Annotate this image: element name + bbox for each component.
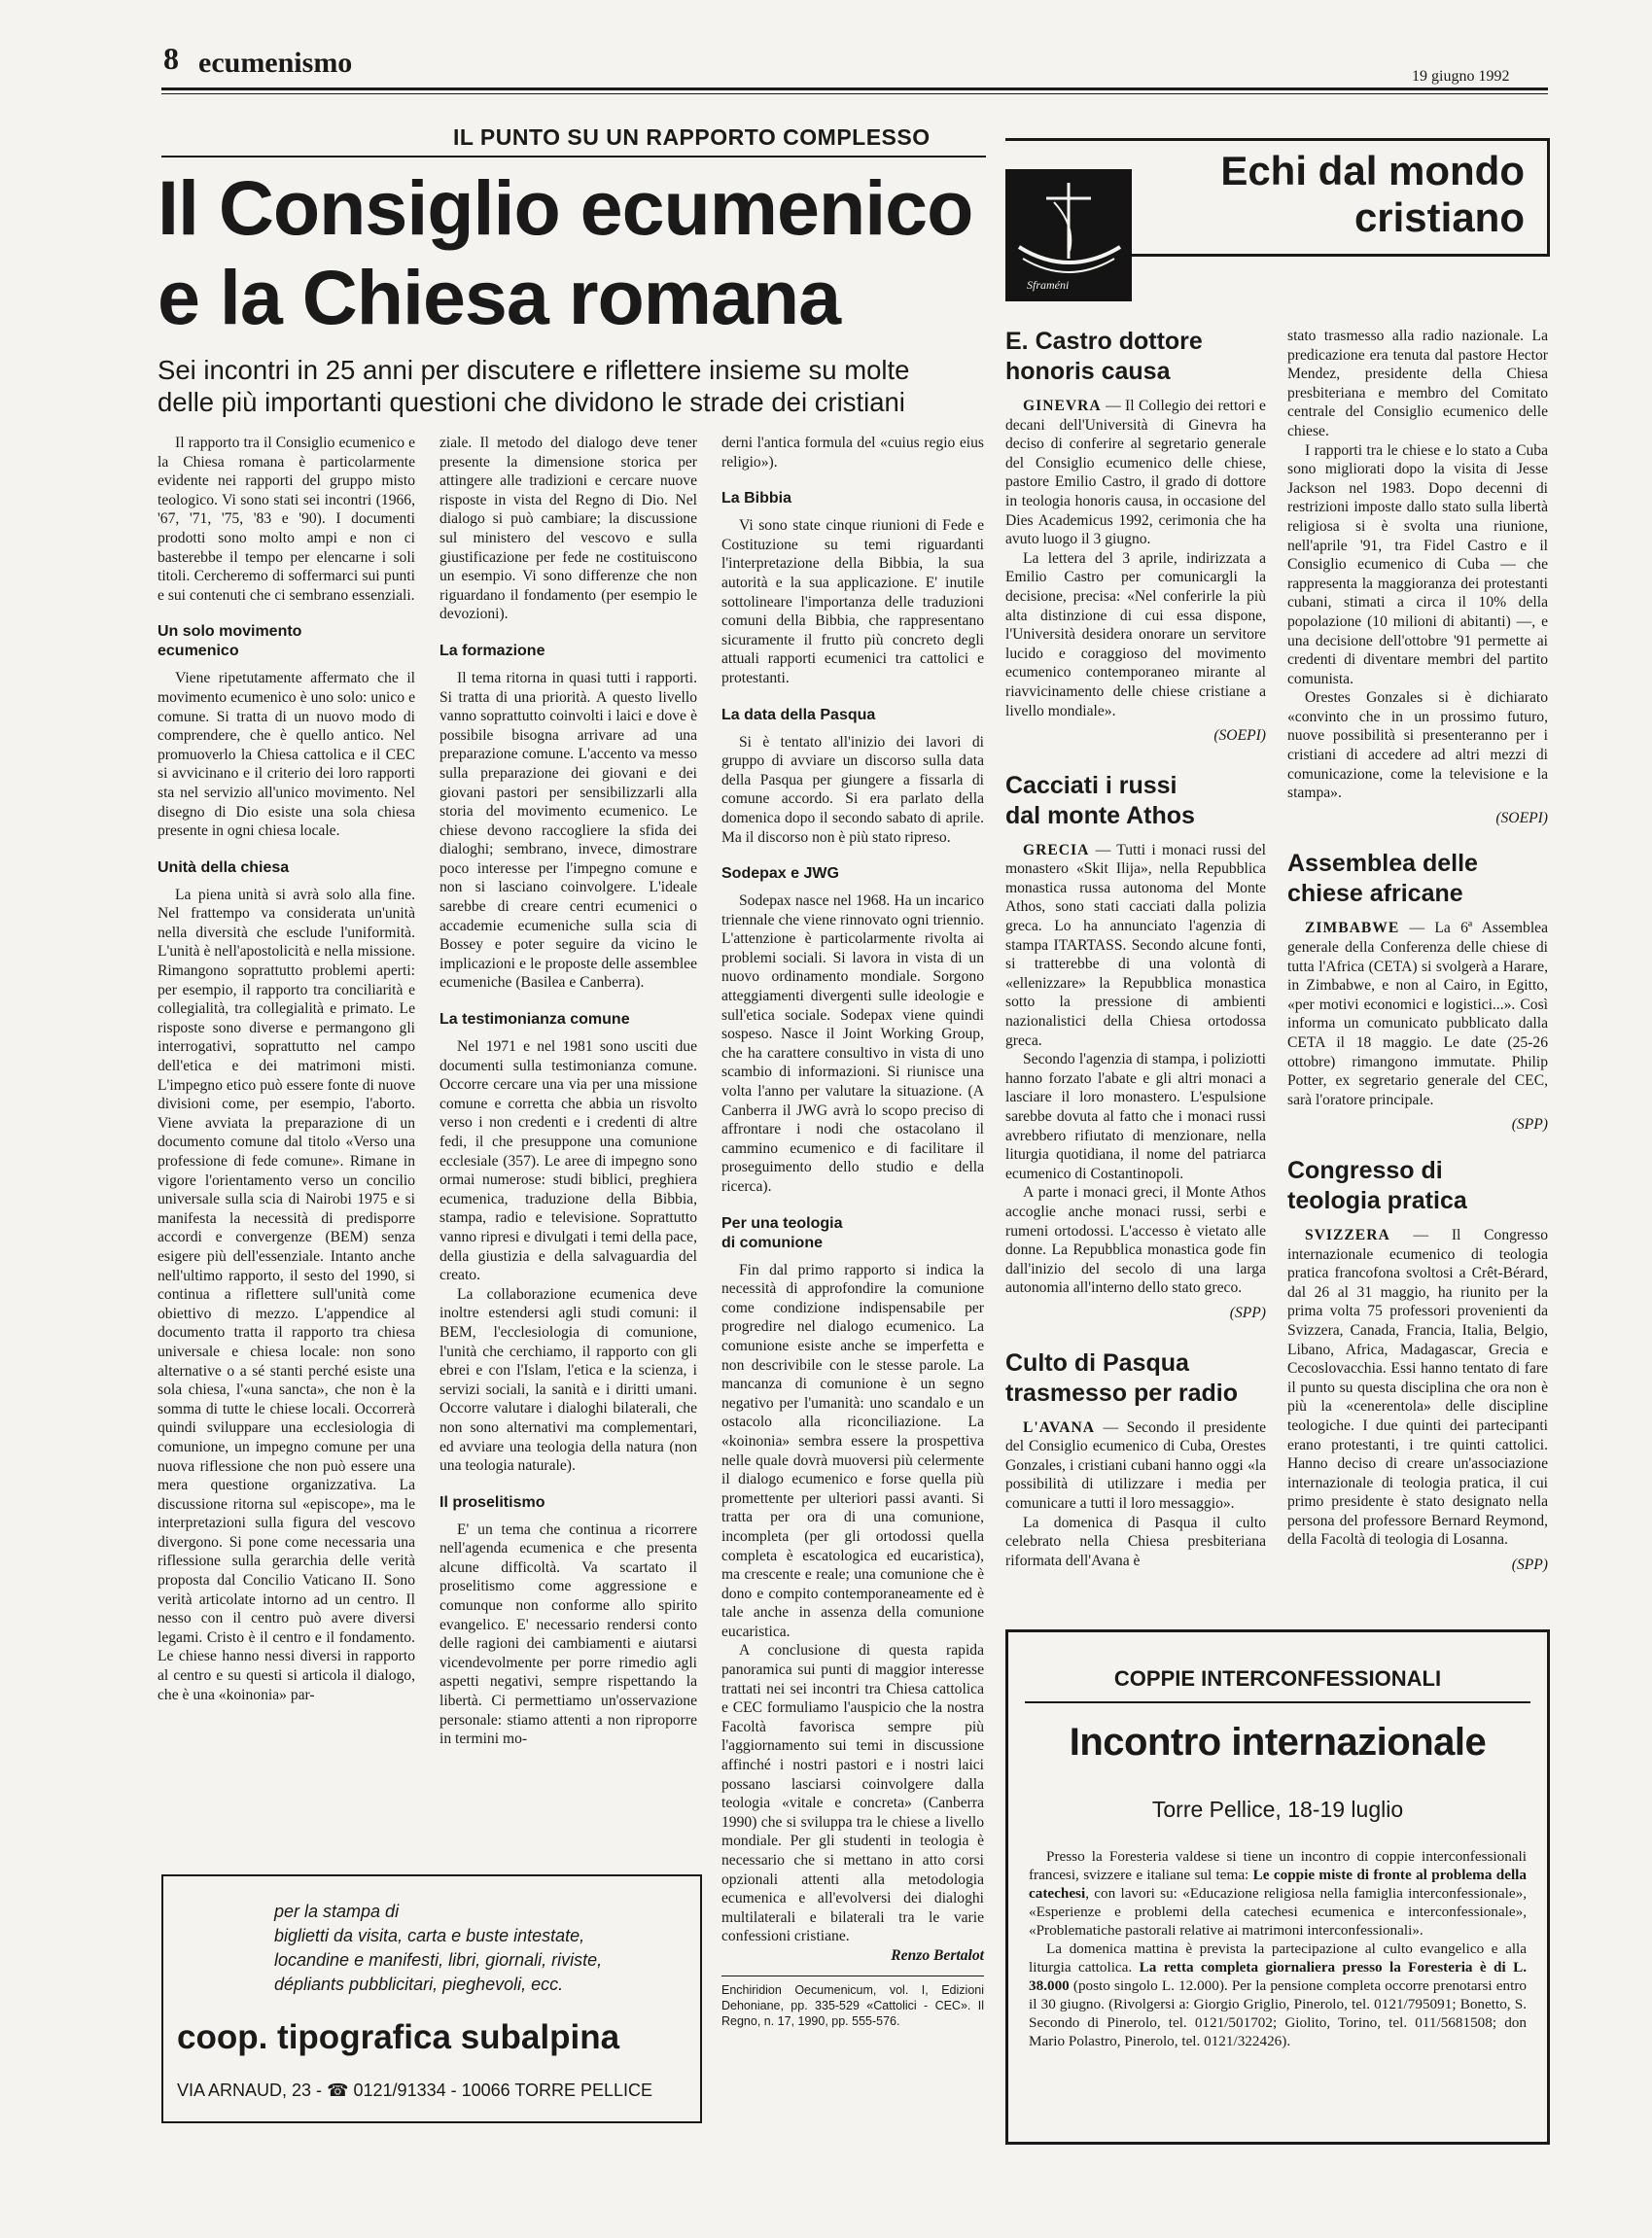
echi-column-1 [1005,327,1266,1570]
subheading-teologia [721,1214,984,1253]
paragraph: Sodepax nasce nel 1968. Ha un incarico triennale che viene rinnovato ogni triennio. L'attenzione è particolarmente rivolta ai problemi sociali. Si lavora in vista di un nuovo ordinamento mondiale. Sorgono atteggiamenti divergenti sulle ideologie e sull'etica sociale. Sodepax viene quindi sospeso. Nasce il Joint Working Group, che ha carattere consultivo in vista di uno scambio di informazioni. Si riunisce una volta l'anno per valutare la situazione. (A Canberra il JWG avrà lo scopo preciso di affrontare i nodi che ostacolano il cammino ecumenico e di facilitare il proseguimento dello studio e della ricerca). [721,892,984,1195]
news-title-line: Congresso di [1287,1156,1443,1184]
news-text: — La 6ª Assemblea generale della Conferenza delle chiese di tutta l'Africa (CETA) si svolgerà a Harare, in Zimbabwe, e non al Cairo, in Egitto, «per motivi economici e logistici...». Così informa un comunicato pubblicato dalla CETA il 18 maggio. Le date (25-26 ottobre) rimangono immutate. Philip Potter, ex segretario generale del CEC, sarà l'oratore principale. [1287,920,1548,1108]
author-signature: Renzo Bertalot [891,1946,984,1964]
news-title-africa [1287,849,1548,909]
news-text: — Secondo il presidente del Consiglio ecumenico di Cuba, Orestes Gonzales, i cristiani cubani hanno oggi «la possibilità di utilizzare i media per comunicare a tutti il loro messaggio». [1005,1418,1266,1512]
ad-line: per la stampa di [274,1902,400,1921]
news-title-line: Assemblea delle [1287,850,1478,878]
paragraph: La piena unità si avrà solo alla fine. Nel frattempo va considerata un'unità nella diversità che esclude l'uniformità. L'unità è nell'apostolicità e nella missione. Rimangono soprattutto problemi aperti: per esempio, il rapporto tra conciliarità e collegialità, tra collegialità e primato. Le risposte sono diverse e permangono gli interrogativi, soprattutto nel campo dell'etica e dei matrimoni misti. L'impegno etico può essere fonte di nuove divisioni come, per esempio, l'aborto. Viene avviata la preparazione di un documento comune dal titolo «Verso una professione di fede comune». Rimane in vigore l'orientamento verso un concilio universale sulla scia di Nairobi 1975 e si manifesta la necessità di predisporre accordi e convergenze (BEM) senza esigere più dell'essenziale. Intanto anche nell'ultimo rapporto, il sesto del 1990, si continua a riflettere sull'unità come obiettivo di mezzo. L'appendice al documento tratta il rapporto tra chiesa universale e chiesa locale: non sono alternative o a sé stanti perché esiste una sola chiesa, l'«una sancta», che non è la somma di tutte le chiese locali. Occorrerà quindi sviluppare una ecclesiologia di comunione, un impegno comune per una nuova riflessione che non può essere una mera questione organizzativa. La discussione ritorna sul «episcope», ma le interpretazioni sulla figura del vescovo divergono. Si pone come necessaria una riflessione sulla gerarchia delle verità proposta dal Concilio Vaticano II. Sono verità articolate intorno ad un centro. Il nesso con il centro può avere diversi legami. Cristo è il centro e il fondamento. Le chiese hanno nessi diversi in rapporto al centro e su questi si articola il dialogo, che è una «koinonia» par- [158,886,415,1703]
news-title-line: teologia pratica [1287,1186,1467,1214]
paragraph: Vi sono state cinque riunioni di Fede e Costituzione su temi riguardanti l'interpretazione della Bibbia, la sua autorità e la sua applicazione. E' inutile sottolineare l'importanza delle traduzioni comuni della Bibbia, che rappresentano sicuramente il frutto più concreto degli attuali rapporti ecumenici tra cattolici e protestanti. [721,517,984,686]
paragraph: ziale. Il metodo del dialogo deve tener presente la dimensione storica per attingere alle tradizioni e cercare nuove risposte in vista del Regno di Dio. Nel dialogo si può cambiare; la discussione sul ministero del vescovo e sulla giustificazione per fede ne costituiscono un esempio. Vi sono differenze che non riguardano il fondamento (per esempio le devozioni). [439,435,697,623]
echi-top-rule [1005,138,1550,141]
echi-title-line2: cristiano [1353,194,1525,240]
echi-title [1143,148,1525,241]
logo-signature: Sframéni [1027,278,1070,292]
printer-address [177,2081,652,2101]
article-subtitle-line1: Sei incontri in 25 anni per discutere e riflettere insieme su molte [158,355,910,385]
subheading-proselitismo: Il proselitismo [439,1493,545,1511]
subheading-movimento [158,622,415,661]
coppie-paragraph [1029,1940,1527,2050]
section-title: ecumenismo [198,47,353,79]
news-title-line: dal monte Athos [1005,801,1195,829]
coppie-place: Torre Pellice, 18-19 luglio [1151,1797,1404,1822]
coppie-rule [1025,1701,1530,1703]
bibliography: Enchiridion Oecumenicum, vol. I, Edizioni Dehoniane, pp. 335-529 «Cattolici - CEC». Il Regno, n. 17, 1990, pp. 555-576. [721,1982,984,2028]
coppie-body [1029,1847,1527,2050]
news-source: (SOEPI) [1213,727,1266,745]
news-source: (SPP) [1511,1556,1548,1574]
paragraph: A conclusione di questa rapida panoramica sui punti di maggior interesse trattati nei sei incontri tra Chiesa cattolica e CEC formuliamo l'auspicio che la nostra Facoltà favorisca sempre più l'aggiornamento sui temi in discussione affinché i nostri pastori e i nostri laici possano lasciarsi coinvolgere dalla teologia «vitale e concreta» (Canberra 1990) che si sviluppa tra le chiese a livello mondiale. Per gli studenti in teologia è necessario che si mettano in atto corsi opzionali attenti alla metodologia ecumenica e all'evolversi dei dialoghi multilaterali e bilaterali tra le varie confessioni cristiane. [721,1642,984,1945]
paragraph: Nel 1971 e nel 1981 sono usciti due documenti sulla testimonianza comune. Occorre cercare una via per una missione comune e corretta che abbia un risvolto verso i non credenti e i credenti di altre fedi, il che presuppone una comunione ecclesiale (357). Le aree di impegno sono ormai numerose: studi biblici, preghiera ecumenica, traduzione della Bibbia, stampa, radio e televisione. Soprattutto vanno ripresi e divulgati i temi della pace, della giustizia e della salvaguardia del creato. [439,1038,697,1284]
coppie-paragraph [1029,1847,1527,1940]
news-title-pasqua [1005,1348,1266,1409]
article-title-line1: Il Consiglio ecumenico [158,164,973,251]
subheading-line: ecumenico [158,643,239,660]
coppie-title: Incontro internazionale [1069,1721,1487,1764]
header-rule [161,87,1548,90]
echi-column-2 [1287,327,1548,1575]
news-text: — Il Collegio dei rettori e decani dell'Università di Ginevra ha deciso di conferire al segretario generale del Consiglio ecumenico delle chiese, pastore Emilio Castro, il grado di dottore in teologia honoris causa, in occasione del Dies Academicus 1992, cerimonia che ha avuto luogo il 3 giugno. [1005,398,1266,548]
column-logo [1005,169,1132,301]
article-title-line2: e la Chiesa romana [158,254,841,340]
subheading-testimonianza: La testimonianza comune [439,1011,630,1029]
news-title-athos [1005,771,1266,831]
news-text: — Tutti i monaci russi del monastero «Skit Ilija», nella Repubblica monastica russa autonoma del Monte Athos, sono stati cacciati dalla polizia greca. Lo ha annunciato l'agenzia di stampa ITARTASS. Secondo alcune fonti, si tratterebbe di una volontà di «ellenizzare» la Repubblica monastica sotto la pressione di ambienti nazionalistici della Chiesa ortodossa greca. [1005,841,1266,1049]
phone-icon: ☎ [327,2081,349,2100]
coppie-text: La domenica mattina è prevista la partecipazione al culto evangelico e alla liturgia cattolica. [1029,1941,1527,1976]
news-paragraph [1287,1226,1548,1550]
coppie-price: La retta completa giornaliera presso la Foresteria è di L. 38.000 [1029,1959,1528,1994]
subheading-line: Per una teologia [721,1214,843,1232]
address-street: VIA ARNAUD, 23 - [177,2081,323,2100]
paragraph: La collaborazione ecumenica deve inoltre estendersi agli studi comuni: il BEM, l'ecclesiologia di comunione, l'unità che cerchiamo, il rapporto con gli ebrei e con l'Islam, l'etica e la scienza, i servizi sociali, la sanità e i diritti umani. Occorre valutare i dialoghi bilaterali, che non sono alternativi ma complementari, ed avviare una teologia della natura (non una teologia naturale). [439,1285,697,1475]
subheading-sodepax: Sodepax e JWG [721,865,839,883]
subheading-unita: Unità della chiesa [158,858,290,876]
news-title-line: Cacciati i russi [1005,771,1177,799]
article-subtitle [158,354,994,418]
dateline: GRECIA [1023,841,1090,858]
article-subtitle-line2: delle più importanti questioni che dividono le strade dei cristiani [158,387,905,417]
news-paragraph [1005,841,1266,1051]
address-phone: 0121/91334 - 10066 TORRE PELLICE [353,2081,653,2100]
news-paragraph: Orestes Gonzales si è dichiarato «convinto che in un prossimo futuro, nuove possibilità si presenteranno per i cristiani di accedere ad altri mezzi di comunicazione, come la televisione e la stampa». [1287,689,1548,802]
coppie-text: , con lavori su: «Educazione religiosa nella famiglia interconfessionale», «Esperienze e problemi della catechesi ecumenica e interconfessionale», «Problematiche pastorali relative ai matrimoni interconfessionali». [1029,1885,1527,1939]
paragraph: E' un tema che continua a ricorrere nell'agenda ecumenica e che presenta alcune difficoltà. Va scartato il proselitismo come aggressione e comunque non conforme allo spirito evangelico. E' necessario rendersi conto delle ragioni dei cambiamenti e aiutarsi vicendevolmente per porre rimedio agli aspetti negativi, sempre rispettando la libertà. Ci permettiamo un'osservazione personale: stiamo attenti a non riproporre in termini mo- [439,1521,697,1748]
news-paragraph: La domenica di Pasqua il culto celebrato nella Chiesa presbiteriana riformata dell'Avana è [1005,1514,1266,1569]
dateline: SVIZZERA [1305,1226,1390,1243]
news-paragraph [1005,1418,1266,1514]
intro-paragraph: Il rapporto tra il Consiglio ecumenico e la Chiesa romana è particolarmente evidente nei rapporti del gruppo misto teologico. Vi sono stati sei incontri (1966, '67, '71, '75, '83 e '90). I documenti prodotti sono molto ampi e non ci basterebbe il tempo per elencarne i soli titoli. Cercheremo di soffermarci sui punti e sui contenuti che ci sembrano essenziali. [158,435,415,604]
news-source: (SOEPI) [1495,809,1548,826]
news-paragraph: stato trasmesso alla radio nazionale. La predicazione era tenuta dal pastore Hector Mendez, presidente della Chiesa presbiteriana e membro del Comitato centrale del Consiglio ecumenico delle chiese. [1287,328,1548,439]
news-paragraph: A parte i monaci greci, il Monte Athos accoglie anche monaci russi, serbi e rumeni ortodossi. L'accesso è vietato alle donne. La Repubblica monastica gode fin dall'inizio del secolo di una larga autonomia all'interno dello stato greco. [1005,1184,1266,1297]
news-paragraph [1287,919,1548,1109]
news-text: — Il Congresso internazionale ecumenico di teologia pratica francofona svoltosi a Crêt-Bérard, dal 26 al 31 maggio, ha riunito per la prima volta 75 professori provenienti da Svizzera, Canada, Francia, Italia, Belgio, Libano, Africa, Madagascar, Grecia e Cecoslovacchia. Essi hanno tentato di fare il punto su questa disciplina che ora non è più la «cenerentola» delle discipline teologiche. I due quinti dei partecipanti erano protestanti, i tre quinti cattolici. Hanno deciso di creare un'associazione internazionale di teologia pratica, il cui primo presidente è stato designato nella persona del professore Bernard Reymond, della Facoltà di teologia di Losanna. [1287,1226,1548,1549]
news-title-line: E. Castro dottore [1005,328,1203,355]
news-title-castro [1005,327,1266,387]
printer-company: coop. tipografica subalpina [177,2018,620,2056]
news-paragraph: I rapporti tra le chiese e lo stato a Cuba sono migliorati dopo la visita di Jesse Jackson nel 1983. Dopo decenni di restrizioni imposte dallo stato sulla libertà religiosa si è svolta una riunione, nell'aprile '91, tra Fidel Castro e il Consiglio ecumenico di Cuba — che rappresenta la maggioranza dei protestanti cubani, stimati a circa il 10% della popolazione (10 milioni di abitanti) —, e una decisione dell'ottobre '91 permette ai credenti di diventare membri del partito comunista. [1287,441,1548,687]
news-title-line: Culto di Pasqua [1005,1348,1189,1377]
article-column-1 [158,434,415,1704]
news-source: (SPP) [1511,1116,1548,1134]
coppie-text: (posto singolo L. 12.000). Per la pensione completa occorre prenotarsi entro il 30 giugno. (Rivolgersi a: Giorgio Griglio, Pinerolo, tel. 0121/795091; Bonetto, S. Secondo di Pinerolo, tel. 0121/501702; Giolito, Torino, tel. 011/5681508; don Mario Polastro, Pinerolo, tel. 0121/322426). [1029,1977,1527,2049]
ad-line: locandine e manifesti, libri, giornali, riviste, [274,1950,603,1970]
news-title-line: honoris causa [1005,358,1171,385]
page-number: 8 [163,41,179,76]
ad-line: biglietti da visita, carta e buste intestate, [274,1926,585,1945]
paragraph: derni l'antica formula del «cuius regio eius religio»). [721,435,984,471]
coppie-text: Presso la Foresteria valdese si tiene un incontro di coppie interconfessionali francesi, svizzere e italiane sul tema: [1029,1848,1527,1883]
issue-date: 19 giugno 1992 [1412,68,1510,85]
coppie-theme: Le coppie miste di fronte al problema della catechesi [1029,1867,1527,1902]
dateline: ZIMBABWE [1305,920,1400,937]
ad-line: dépliants pubblicitari, pieghevoli, ecc. [274,1975,564,1994]
paragraph: Si è tentato all'inizio dei lavori di gruppo di avviare un discorso sulla data della Pasqua per giungere a fissarla di comune accordo. Si era parlato della domenica dopo il secondo sabato di aprile. Ma il discorso non è più stato ripreso. [721,733,984,846]
news-title-line: chiese africane [1287,880,1463,908]
paragraph: Fin dal primo rapporto si indica la necessità di approfondire la comunione come condizione indispensabile per progredire nel dialogo ecumenico. La comunione esiste anche se imperfetta e non descrivibile con le stesse parole. La mancanza di comunione è un segno negativo per l'umanità: uno scandalo e un ostacolo alla riconciliazione. La «koinonia» sembra essere la prospettiva nelle quale dovrà muoversi più celermente il dialogo ecumenico e forse quella più promettente per ulteriori passi avanti. Si tratta per ora di una comunione, incompleta (per gli ortodossi quella completa è escatologica ed eucaristica), ma crescente e reale; una comunione che è dono e compito contemporaneamente ed è tale anche in assenza della comunione eucaristica. [721,1261,984,1640]
news-title-congresso [1287,1156,1548,1216]
news-paragraph: La lettera del 3 aprile, indirizzata a Emilio Castro per comunicargli la decisione, precisa: «Nel conferirle la più alta distinzione di cui essa dispone, l'Università desidera onorare un servitore lucido e coraggioso del movimento ecumenico contemporaneo mirante al riavvicinamento delle chiese cristiane a livello mondiale». [1005,549,1266,719]
dateline: GINEVRA [1023,398,1102,414]
echi-title-line1: Echi dal mondo [1220,148,1525,193]
subheading-bibbia: La Bibbia [721,490,792,507]
article-kicker: IL PUNTO SU UN RAPPORTO COMPLESSO [453,124,931,150]
article-title [158,163,972,342]
article-column-3 [721,434,984,2029]
header-rule-thin [161,93,1548,94]
coppie-kicker: COPPIE INTERCONFESSIONALI [1113,1666,1442,1691]
news-title-line: trasmesso per radio [1005,1379,1238,1407]
news-paragraph: Secondo l'agenzia di stampa, i poliziotti hanno forzato l'abate e gli altri monaci a lasciare il loro monastero. L'espulsione sarebbe dovuta al fatto che i monaci russi avrebbero rifiutato di menzionare, nella liturgia quotidiana, il nome del patriarca ecumenico di Costantinopoli. [1005,1051,1266,1182]
subheading-line: Un solo movimento [158,623,302,641]
dateline: L'AVANA [1023,1418,1096,1436]
news-source: (SPP) [1229,1304,1266,1321]
paragraph: Il tema ritorna in quasi tutti i rapporti. Si tratta di una priorità. A questo livello vanno soprattutto coinvolti i laici e dove è possibile bisogna arrivare ad una preparazione comune. L'accento va messo sulla preparazione dei giovani e dei giovani pastori per sensibilizzarli alla storia del movimento ecumenico. Le chiese devono raccogliere la sfida dei dialoghi; sembrano, invece, dimostrare poco interesse per l'impegno comune e non si lasciano coinvolgere. L'ideale sarebbe di creare centri ecumenici o accademie ecumeniche sulla scia di Bossey e poter seguire da vicino le implicazioni e le proposte delle assemblee ecumeniche (Basilea e Canberra). [439,669,697,992]
printer-ad-services [274,1900,602,1997]
kicker-rule [161,156,986,157]
subheading-line: di comunione [721,1234,823,1251]
news-paragraph [1005,397,1266,549]
paragraph: Viene ripetutamente affermato che il movimento ecumenico è uno solo: unico e comune. Si tratta di un nuovo modo di comprendere, che è quello antico. Nel promuoverlo la Chiesa cattolica e il CEC si avvicinano e il criterio dei loro rapporti sta nel servizio all'unico movimento. Nel disegno di Dio esiste una sola chiesa presente in ogni chiesa locale. [158,670,415,840]
subheading-pasqua: La data della Pasqua [721,706,876,723]
article-column-2 [439,434,697,1749]
subheading-formazione: La formazione [439,642,545,659]
